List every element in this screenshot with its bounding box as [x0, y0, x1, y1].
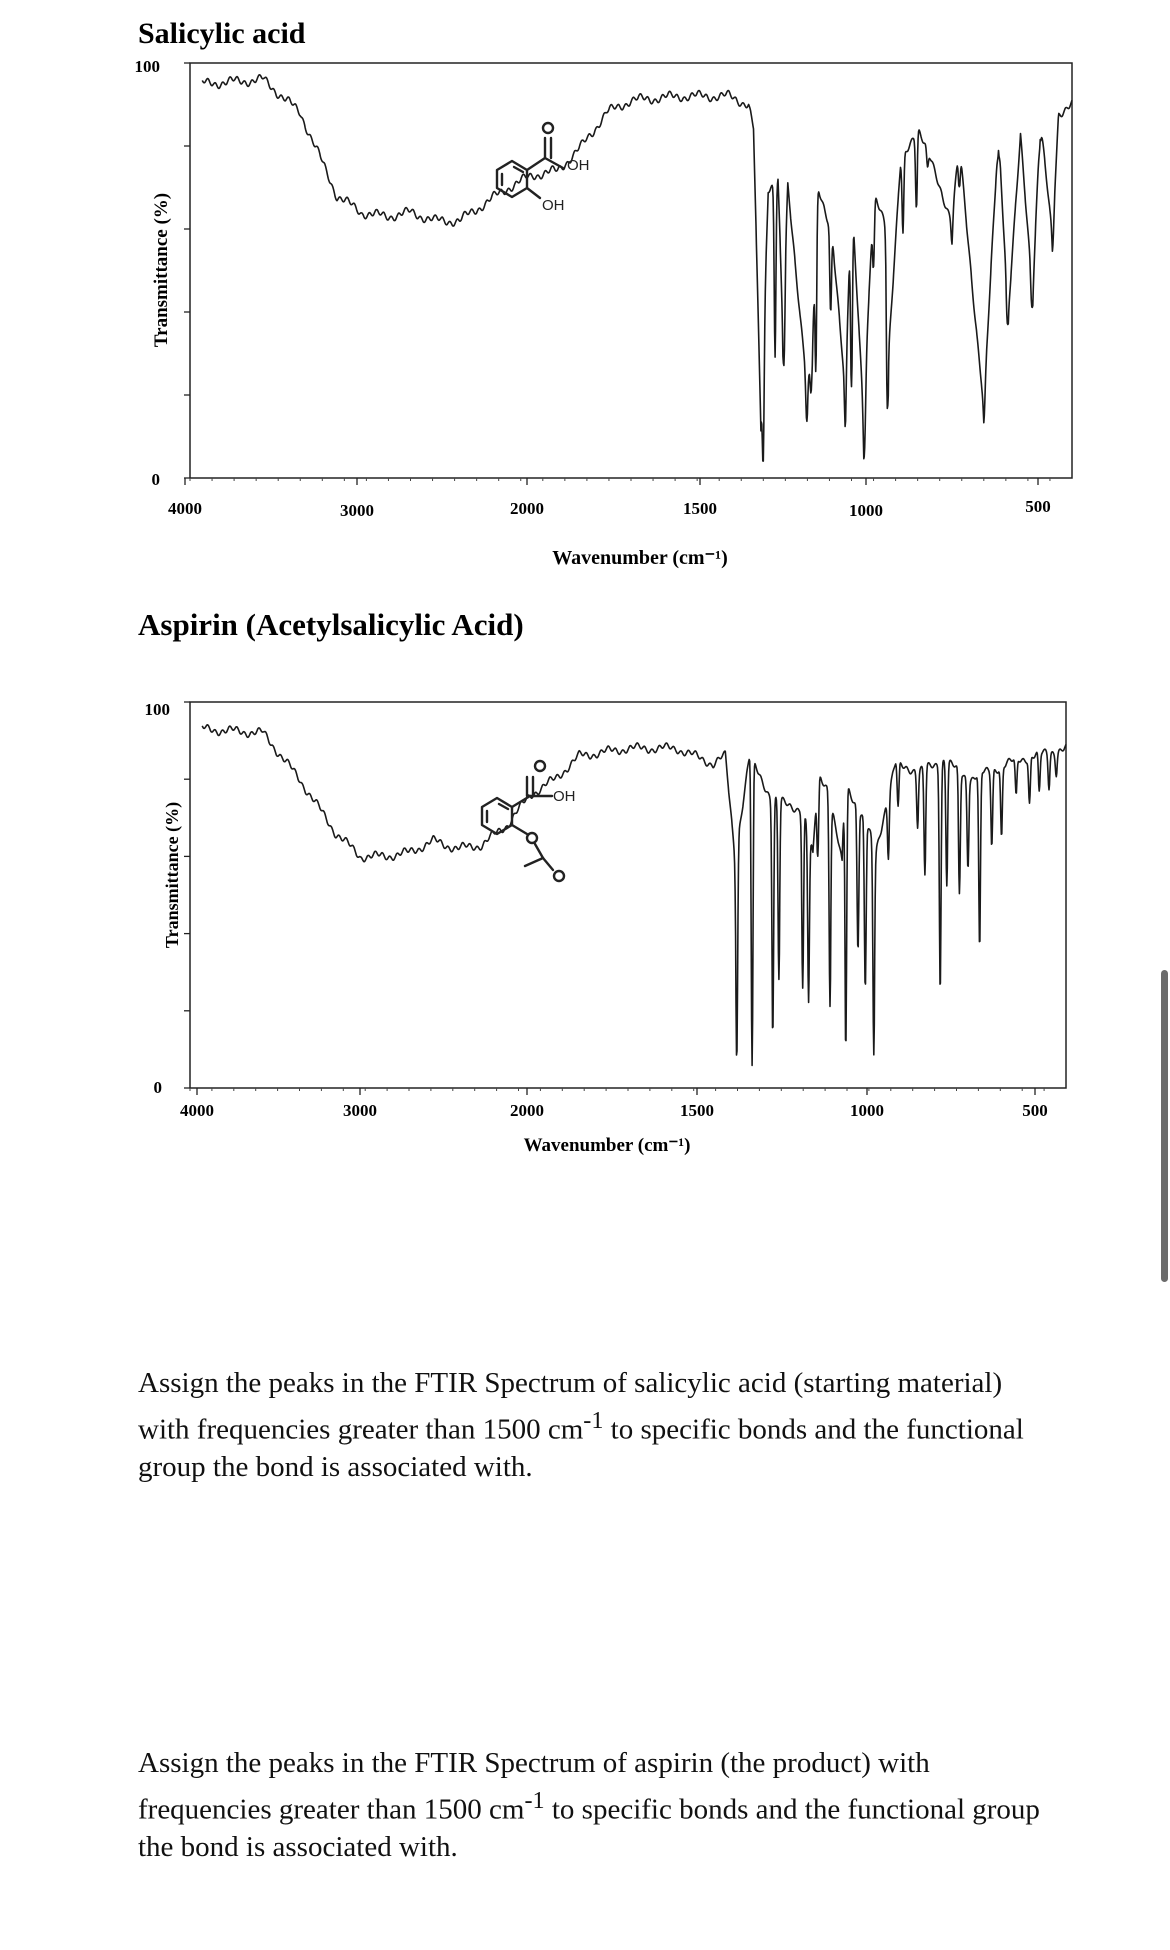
chart-title: Salicylic acid: [138, 17, 306, 50]
x-tick-label: 3000: [343, 1101, 377, 1120]
question-superscript: -1: [583, 1407, 604, 1434]
salicylic-acid-structure: [497, 123, 590, 214]
y-tick-label: 100: [144, 700, 170, 719]
x-tick-label: 4000: [168, 499, 202, 518]
x-tick-label: 500: [1025, 497, 1051, 516]
plot-area: [184, 702, 1066, 1095]
x-tick-label: 1500: [683, 499, 717, 518]
question-text: Assign the peaks in the FTIR Spectrum of salicylic acid (starting material) with frequencies greater than 1500 cm: [138, 1367, 1003, 1446]
scrollbar[interactable]: [1161, 970, 1168, 1282]
y-axis-label: Transmittance (%): [162, 801, 182, 949]
y-tick-label: 0: [153, 1078, 162, 1097]
y-tick-label: 0: [151, 470, 160, 489]
x-tick-label: 3000: [340, 501, 374, 520]
x-axis-label: Wavenumber (cm⁻¹): [523, 1135, 691, 1156]
question-aspirin: [138, 1745, 1058, 1866]
x-tick-label: 1000: [849, 501, 883, 520]
x-tick-label: 4000: [180, 1101, 214, 1120]
question-salicylic-acid: [138, 1365, 1058, 1486]
y-axis-label: Transmittance (%): [151, 192, 172, 348]
x-tick-label: 2000: [510, 1101, 544, 1120]
x-tick-label: 1000: [850, 1101, 884, 1120]
x-axis-label: Wavenumber (cm⁻¹): [552, 547, 728, 569]
spectrum-line: [202, 725, 1066, 1066]
plot-frame: [190, 63, 1072, 478]
y-tick-label: 100: [134, 57, 160, 76]
aspirin-chart: [0, 607, 1170, 1180]
plot-area: [184, 63, 1072, 485]
question-superscript: -1: [524, 1787, 545, 1814]
molecule-label: OH: [542, 197, 565, 214]
salicylic-acid-chart: [0, 0, 1170, 580]
question-text: to specific bonds and the functional group the bond is associated with.: [138, 1413, 1024, 1483]
x-tick-label: 1500: [680, 1101, 714, 1120]
chart-title: Aspirin (Acetylsalicylic Acid): [138, 607, 524, 642]
molecule-label: OH: [567, 157, 590, 174]
molecule-label: OH: [553, 788, 576, 805]
x-tick-label: 2000: [510, 499, 544, 518]
question-text: Assign the peaks in the FTIR Spectrum of aspirin (the product) with frequencies greater than 1500 cm: [138, 1747, 930, 1826]
spectrum-line: [202, 75, 1072, 461]
question-text: to specific bonds and the functional group the bond is associated with.: [138, 1793, 1040, 1863]
aspirin-structure: [482, 761, 576, 881]
plot-frame: [190, 702, 1066, 1088]
x-tick-label: 500: [1022, 1101, 1048, 1120]
